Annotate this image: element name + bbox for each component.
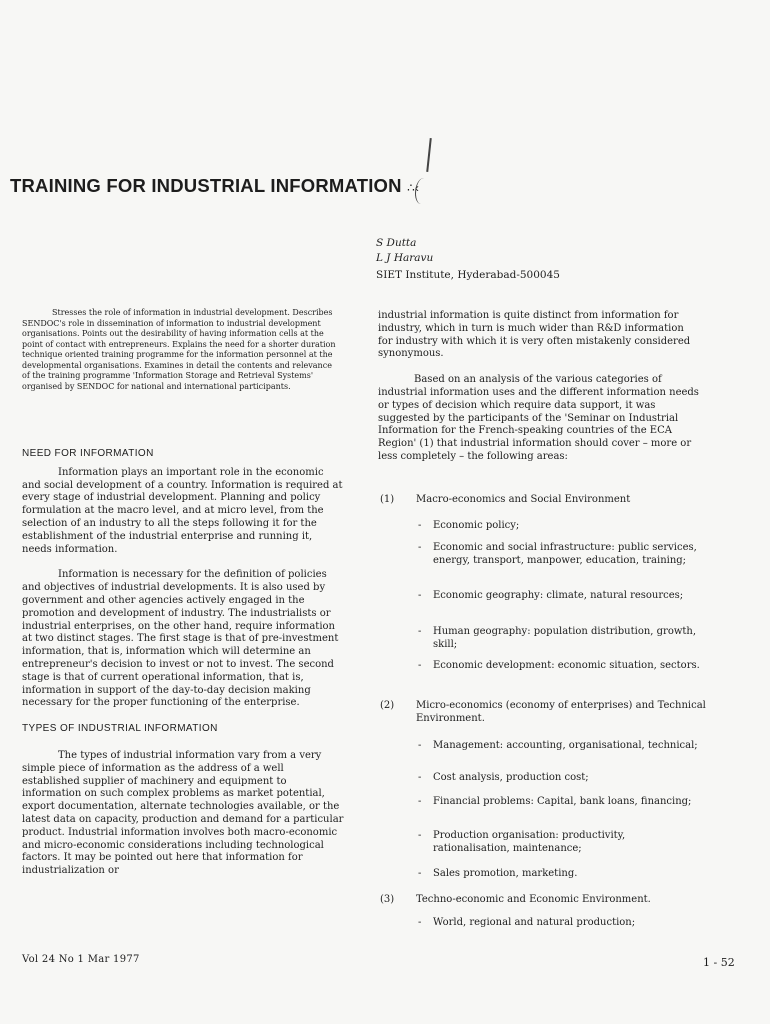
list-item: Cost analysis, production cost; xyxy=(433,772,589,783)
list-item: Sales promotion, marketing. xyxy=(433,868,578,879)
area-title: Techno-economic and Economic Environment. xyxy=(416,894,651,905)
author-block xyxy=(376,236,560,283)
area-number: (2) xyxy=(380,700,395,711)
area-number: (1) xyxy=(380,494,395,505)
list-item: Management: accounting, organisational, technical; xyxy=(433,740,698,751)
list-dash: - xyxy=(418,740,422,751)
list-item: Economic and social infrastructure: public services, energy, transport, manpower, education, training; xyxy=(433,542,697,566)
area-number: (3) xyxy=(380,894,395,905)
right-column xyxy=(378,310,700,464)
pen-curve-decoration xyxy=(415,178,430,204)
list-item: Economic development: economic situation, sectors. xyxy=(433,660,700,671)
paragraph-need-2: Information is necessary for the definition of policies and objectives of industrial developments. It is also used by government and other agencies actively engaged in the promotion and development of industry. The industrialists or industrial enterprises, on the other hand, require information at two distinct stages. The first stage is that of pre-investment information, that is, information which will determine an entrepreneur's decision to invest or not to invest. The second stage is that of current operational information, that is, information in support of the day-to-day decision making necessary for the proper functioning of the enterprise. xyxy=(22,569,339,709)
author-2: L J Haravu xyxy=(376,252,434,264)
list-item: Financial problems: Capital, bank loans, financing; xyxy=(433,796,692,807)
list-dash: - xyxy=(418,660,422,671)
list-dash: - xyxy=(418,590,422,601)
article-title: TRAINING FOR INDUSTRIAL INFORMATION ∴‹ xyxy=(10,175,420,196)
list-dash: - xyxy=(418,796,422,807)
area-title: Macro-economics and Social Environment xyxy=(416,494,631,505)
left-column xyxy=(22,448,344,878)
area-title: Micro-economics (economy of enterprises) and Technical Environment. xyxy=(416,700,706,724)
journal-footer: Vol 24 No 1 Mar 1977 xyxy=(22,954,140,965)
author-1: S Dutta xyxy=(376,237,417,249)
list-dash: - xyxy=(418,917,422,928)
paragraph-right-2: Based on an analysis of the various categories of industrial information uses and the different information needs or types of decision which require data support, it was suggested by the participants of the 'Seminar on Industrial Information for the French-speaking countries of the ECA Region' (1) that industrial information should cover – more or less completely – the following areas: xyxy=(378,374,699,462)
pen-stroke-decoration xyxy=(426,138,432,172)
page-number: 1 - 52 xyxy=(703,956,735,969)
title-mark: ∴‹ xyxy=(407,181,420,195)
list-item: Production organisation: productivity, rationalisation, maintenance; xyxy=(433,830,626,854)
list-item: Human geography: population distribution, growth, skill; xyxy=(433,626,697,650)
affiliation: SIET Institute, Hyderabad-500045 xyxy=(376,269,560,281)
section-heading-need: NEED FOR INFORMATION xyxy=(22,448,154,459)
paragraph-right-1: industrial information is quite distinct from information for industry, which in turn is much wider than R&D information for industry with which it is very often mistakenly considered synonymous. xyxy=(378,310,691,360)
list-dash: - xyxy=(418,830,422,841)
list-item: Economic geography: climate, natural resources; xyxy=(433,590,684,601)
paragraph-types-1: The types of industrial information vary from a very simple piece of information as the address of a well established supplier of machinery and equipment to information on such complex problems as market potential, export documentation, alternate technologies available, or the latest data on capacity, production and demand for a particular product. Industrial information involves both macro-economic and micro-economic considerations including technological factors. It may be pointed out here that information for industrialization or xyxy=(22,749,344,877)
list-dash: - xyxy=(418,868,422,879)
list-dash: - xyxy=(418,626,422,637)
list-dash: - xyxy=(418,772,422,783)
section-heading-types: TYPES OF INDUSTRIAL INFORMATION xyxy=(22,723,218,735)
list-item: Economic policy; xyxy=(433,520,520,531)
list-item: World, regional and natural production; xyxy=(433,917,636,928)
abstract: Stresses the role of information in industrial development. Describes SENDOC's role in dissemination of information to industrial development organisations. Points out the desirability of having information cells at the point of contact with entrepreneurs. Explains the need for a shorter duration technique oriented training programme for the information personnel at the developmental organisations. Examines in detail the contents and relevance of the training programme 'Information Storage and Retrieval Systems' organised by SENDOC for national and international participants. xyxy=(22,308,336,391)
paragraph-need-1: Information plays an important role in the economic and social development of a country. Information is required at every stage of industrial development. Planning and policy formulation at the macro level, and at micro level, from the selection of an industry to all the steps following it for the establishment of the industrial enterprise and running it, needs information. xyxy=(22,466,343,555)
list-dash: - xyxy=(418,542,422,553)
list-dash: - xyxy=(418,520,422,531)
